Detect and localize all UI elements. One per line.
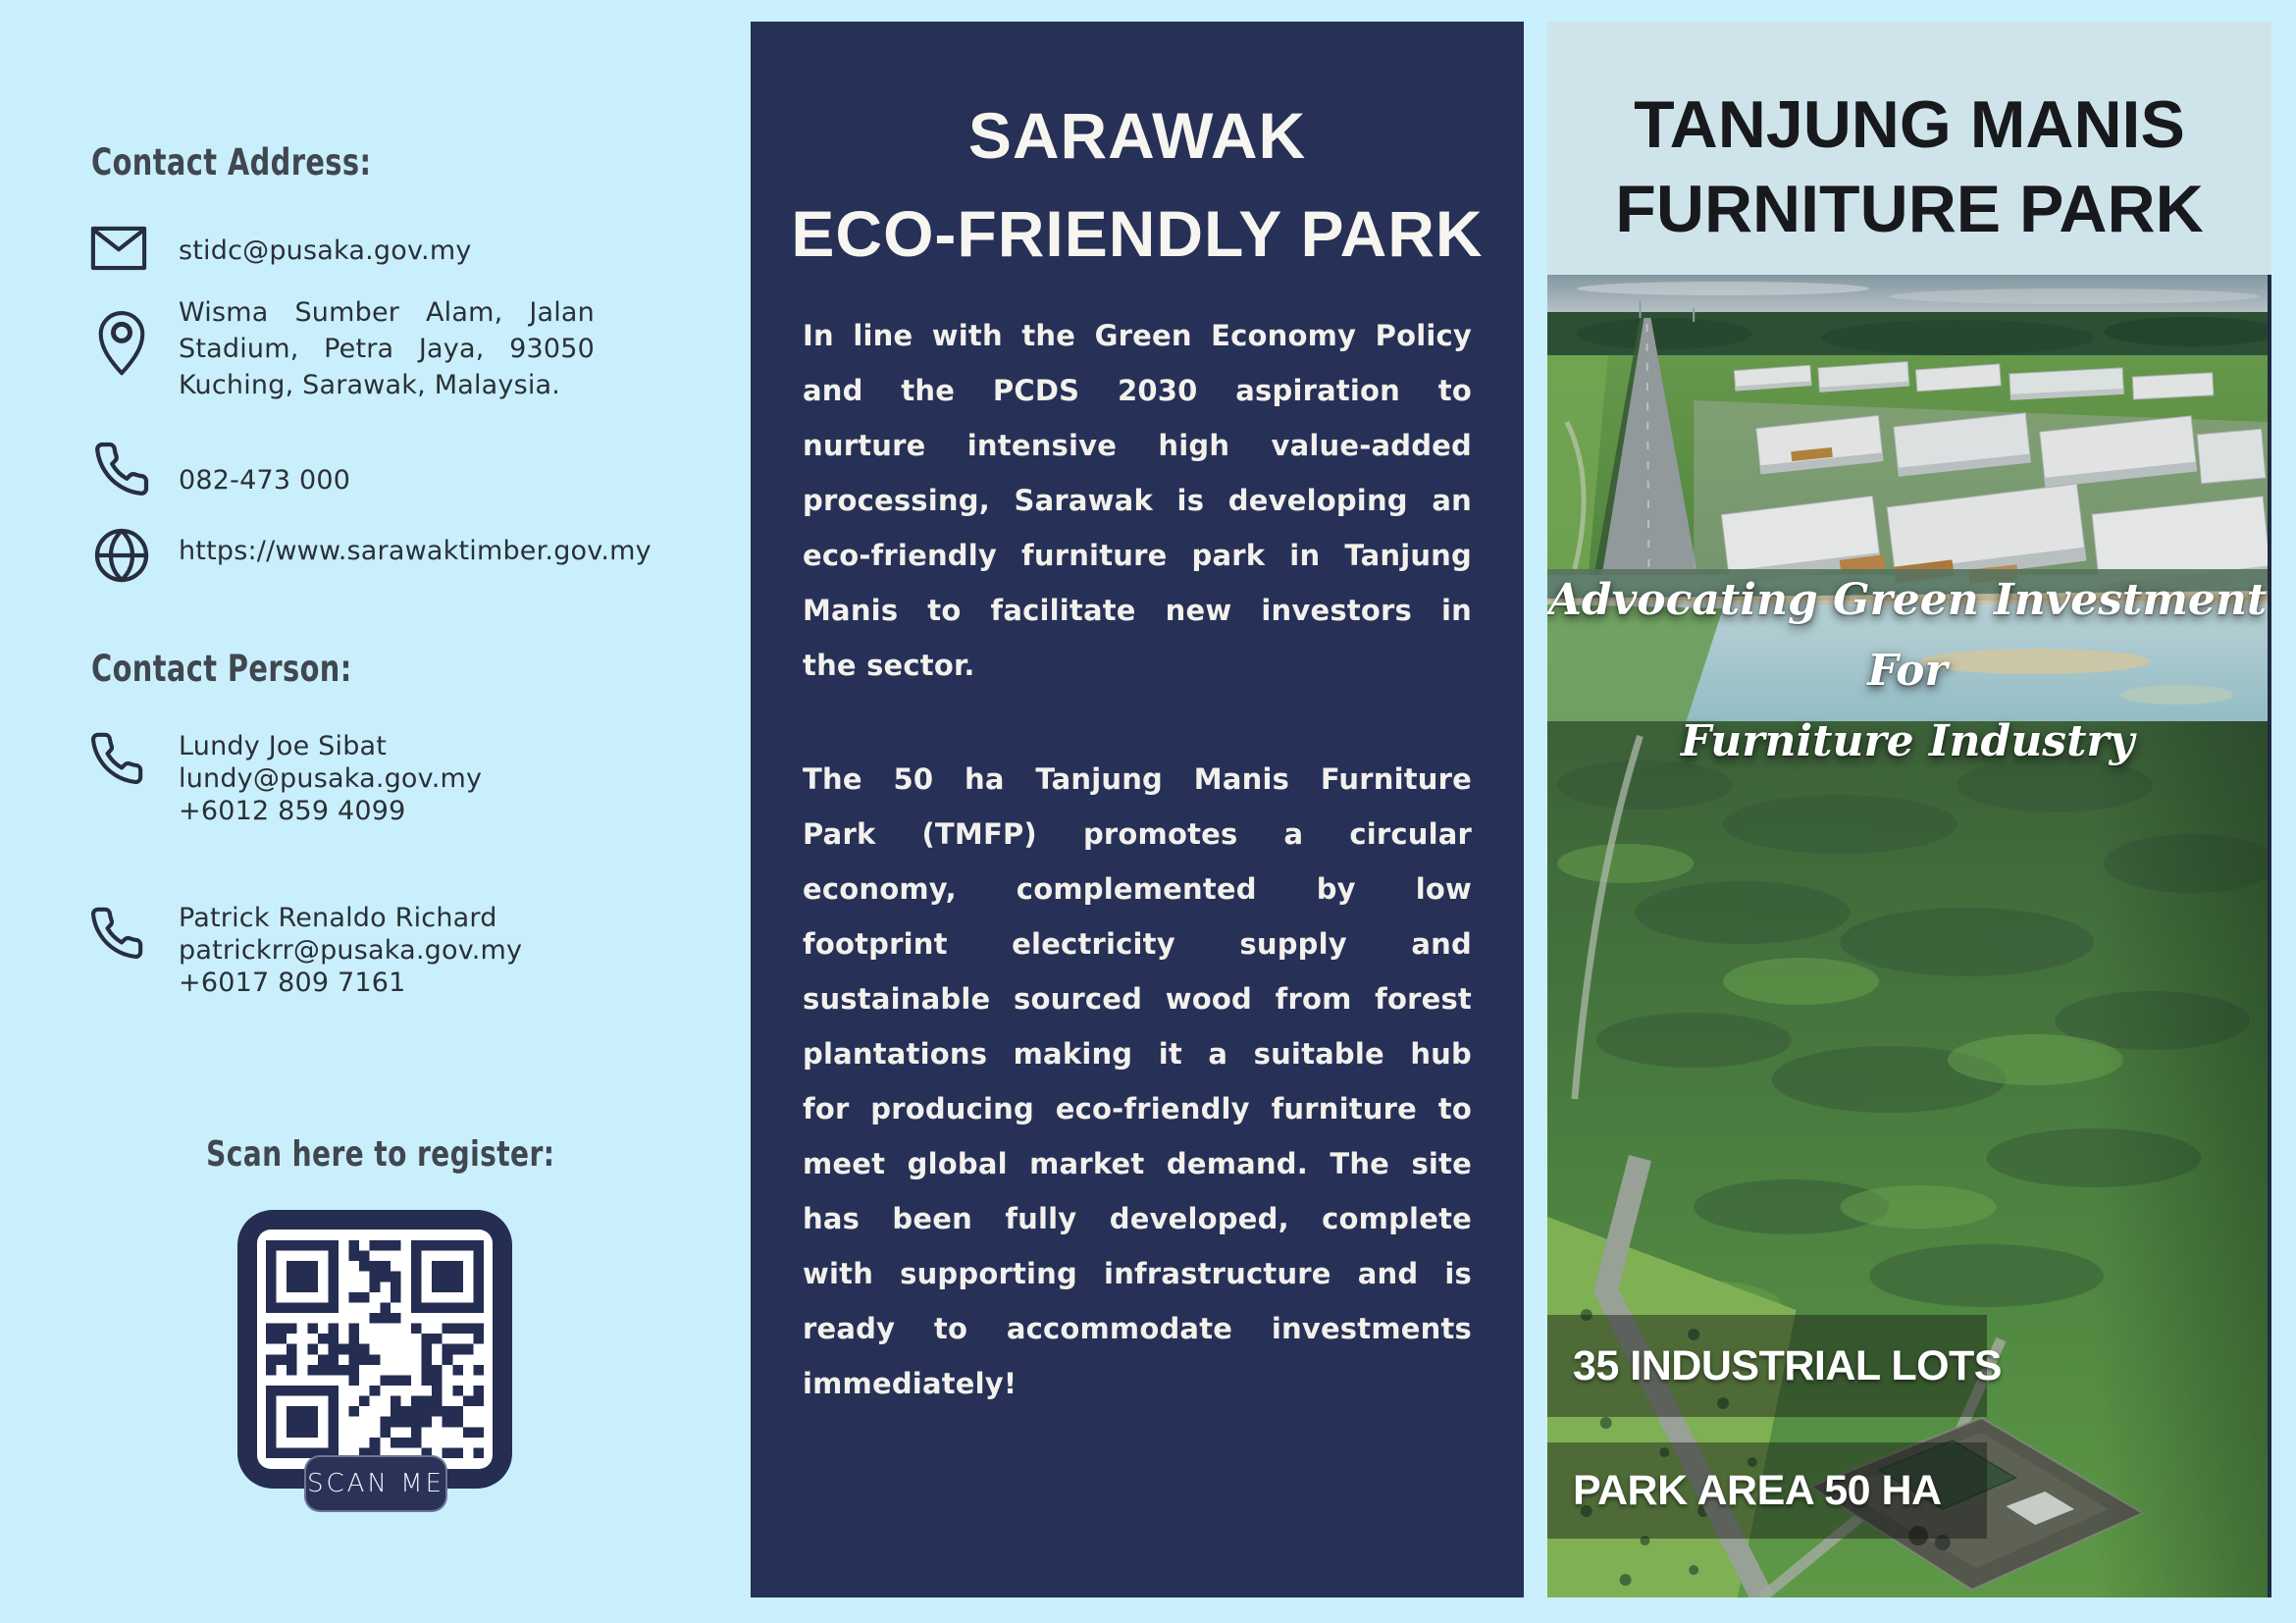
person-email: lundy@pusaka.gov.my [179, 763, 483, 794]
eco-park-paragraph-2 [803, 752, 1472, 1411]
caption-line2: Furniture Industry [1680, 716, 2135, 766]
para-line: ready to accommodate investments [803, 1312, 1472, 1345]
scan-me-label: SCAN ME [306, 1469, 445, 1498]
map-pin-icon [96, 298, 147, 381]
para-line: processing, Sarawak is developing an [803, 484, 1472, 517]
para-line: nurture intensive high value-added [803, 429, 1472, 462]
stat-park-area-text: PARK AREA 50 HA [1573, 1466, 1942, 1514]
cover-title-line1: TANJUNG MANIS [1634, 87, 2185, 162]
cover-title [1547, 82, 2271, 251]
para-line: with supporting infrastructure and is [803, 1257, 1472, 1290]
person-name: Patrick Renaldo Richard [179, 903, 497, 933]
aerial-photo [1547, 275, 2271, 1597]
para-line: and the PCDS 2030 aspiration to [803, 374, 1472, 407]
para-line: meet global market demand. The site [803, 1147, 1472, 1180]
para-line: has been fully developed, complete [803, 1202, 1472, 1235]
para-line: sustainable sourced wood from forest [803, 982, 1472, 1016]
para-line: Park (TMFP) promotes a circular [803, 817, 1472, 851]
contact-address [179, 294, 595, 403]
stat-industrial-lots [1547, 1315, 2002, 1417]
qr-code-inner [257, 1230, 493, 1469]
contact-person-heading [91, 648, 426, 690]
person-phone: +6017 809 7161 [179, 968, 406, 998]
contact-panel [0, 0, 751, 1623]
cover-panel [1547, 22, 2271, 1597]
para-line: The 50 ha Tanjung Manis Furniture [803, 762, 1472, 796]
stat-industrial-lots-text: 35 INDUSTRIAL LOTS [1573, 1341, 2002, 1389]
scan-me-badge [304, 1455, 447, 1512]
contact-address-heading [91, 141, 450, 183]
address-line: Wisma Sumber Alam, Jalan [179, 297, 595, 328]
phone-icon [92, 440, 151, 498]
para-line: In line with the Green Economy Policy [803, 319, 1472, 352]
phone-icon [88, 905, 145, 962]
para-line: for producing eco-friendly furniture to [803, 1092, 1472, 1126]
qr-code [237, 1210, 512, 1489]
cover-title-line2: FURNITURE PARK [1615, 172, 2204, 246]
contact-person-heading-text: Contact Person: [91, 648, 352, 690]
para-line: plantations making it a suitable hub [803, 1037, 1472, 1071]
envelope-icon [90, 226, 147, 271]
scan-heading-text: Scan here to register: [206, 1134, 555, 1175]
qr-pattern [266, 1240, 484, 1458]
address-line: Kuching, Sarawak, Malaysia. [179, 370, 561, 400]
para-line: Manis to facilitate new investors in [803, 594, 1472, 627]
person-name: Lundy Joe Sibat [179, 731, 388, 761]
para-line: economy, complemented by low [803, 872, 1472, 906]
mid-title-line1: SARAWAK [967, 99, 1307, 172]
cover-title-area [1547, 22, 2271, 275]
eco-park-panel [751, 22, 1524, 1597]
person-email: patrickrr@pusaka.gov.my [179, 935, 523, 966]
para-line: the sector. [803, 649, 975, 682]
contact-phone: 082-473 000 [179, 465, 351, 496]
mid-title-line2: ECO-FRIENDLY PARK [791, 197, 1484, 270]
scan-heading [157, 1134, 593, 1175]
stat-park-area [1547, 1442, 1987, 1539]
contact-email: stidc@pusaka.gov.my [179, 236, 472, 266]
contact-website: https://www.sarawaktimber.gov.my [179, 536, 652, 566]
photo-caption [1547, 565, 2268, 777]
contact-address-heading-text: Contact Address: [91, 141, 372, 183]
caption-line1: Advocating Green Investment For [1547, 575, 2268, 696]
phone-icon [88, 730, 145, 787]
person-phone: +6012 859 4099 [179, 796, 406, 826]
eco-park-paragraph-1 [803, 308, 1472, 693]
para-line: eco-friendly furniture park in Tanjung [803, 539, 1472, 572]
para-line: footprint electricity supply and [803, 927, 1472, 961]
contact-person-1 [179, 730, 482, 827]
globe-icon [92, 526, 151, 585]
para-line: immediately! [803, 1367, 1018, 1400]
address-line: Stadium, Petra Jaya, 93050 [179, 334, 595, 364]
contact-person-2 [179, 902, 522, 999]
